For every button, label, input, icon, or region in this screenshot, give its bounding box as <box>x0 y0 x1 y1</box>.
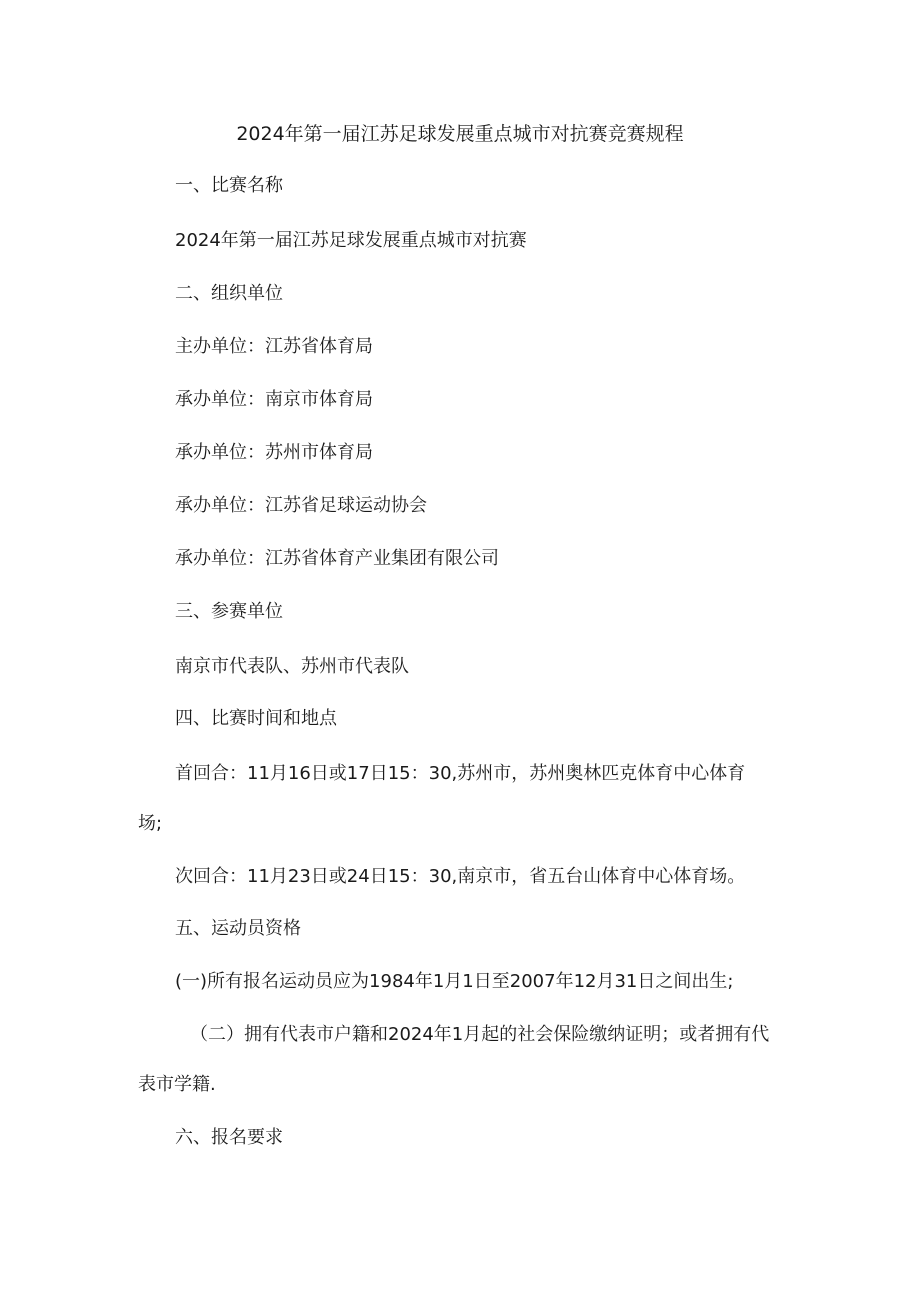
section-heading-schedule: 四、比赛时间和地点 <box>175 708 337 729</box>
organizer-undertaker-3: 承办单位：江苏省足球运动协会 <box>175 495 427 516</box>
section-heading-name: 一、比赛名称 <box>175 175 283 196</box>
document-title: 2024年第一届江苏足球发展重点城市对抗赛竞赛规程 <box>236 123 684 145</box>
eligibility-item-2-line-2: 表市学籍. <box>138 1074 216 1095</box>
first-leg-line-2: 场; <box>138 813 163 834</box>
section-heading-registration: 六、报名要求 <box>175 1127 283 1148</box>
competition-name: 2024年第一届江苏足球发展重点城市对抗赛 <box>175 230 527 251</box>
section-heading-eligibility: 五、运动员资格 <box>175 918 301 939</box>
eligibility-item-2-line-1: （二）拥有代表市户籍和2024年1月起的社会保险缴纳证明；或者拥有代 <box>190 1024 770 1045</box>
organizer-undertaker-1: 承办单位：南京市体育局 <box>175 389 373 410</box>
first-leg-line-1: 首回合：11月16日或17日15：30,苏州市，苏州奥林匹克体育中心体育 <box>175 763 746 784</box>
organizer-undertaker-4: 承办单位：江苏省体育产业集团有限公司 <box>175 548 499 569</box>
section-heading-organizers: 二、组织单位 <box>175 283 283 304</box>
section-heading-participants: 三、参赛单位 <box>175 601 283 622</box>
participant-teams: 南京市代表队、苏州市代表队 <box>175 656 409 677</box>
eligibility-item-1: (一)所有报名运动员应为1984年1月1日至2007年12月31日之间出生; <box>175 971 734 992</box>
organizer-undertaker-2: 承办单位：苏州市体育局 <box>175 442 373 463</box>
organizer-host: 主办单位：江苏省体育局 <box>175 336 373 357</box>
second-leg: 次回合：11月23日或24日15：30,南京市，省五台山体育中心体育场。 <box>175 866 746 887</box>
